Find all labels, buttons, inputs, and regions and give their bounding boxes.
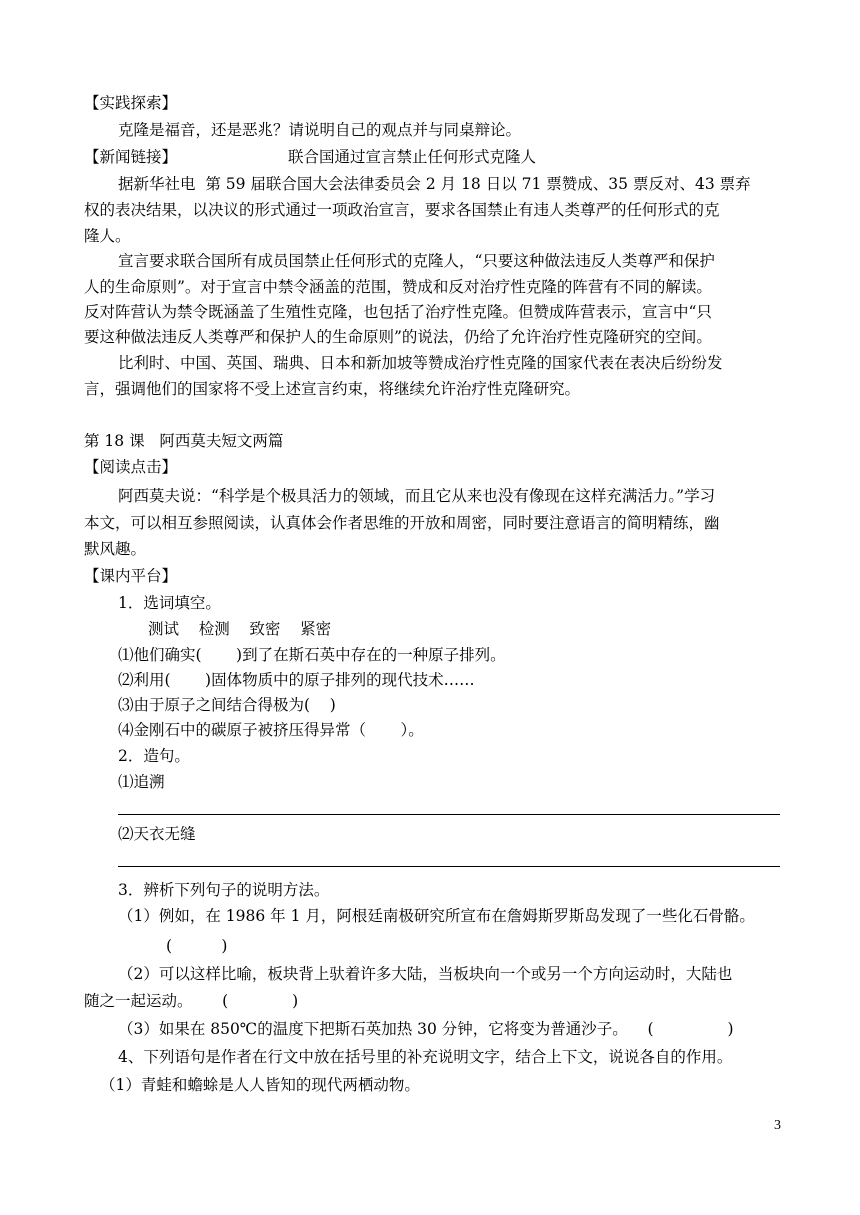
news-p1-line: 权的表决结果，以决议的形式通过一项政治宣言，要求各国禁止有违人类尊严的任何形式的克: [84, 201, 720, 219]
q1-item: ⑷金刚石中的碳原子被挤压得异常（ ）。: [118, 721, 424, 739]
q3-item: （2）可以这样比喻，板块背上驮着许多大陆，当板块向一个或另一个方向运动时，大陆也: [118, 965, 733, 983]
practice-heading: 【实践探索】: [84, 94, 178, 112]
news-p2-line: 反对阵营认为禁令既涵盖了生殖性克隆，也包括了治疗性克隆。但赞成阵营表示，宣言中“只: [84, 303, 712, 321]
practice-text: 克隆是福音，还是恶兆？请说明自己的观点并与同桌辩论。: [118, 121, 522, 139]
news-title: 联合国通过宣言禁止任何形式克隆人: [288, 148, 537, 166]
q1-item: ⑵利用( )固体物质中的原子排列的现代技术……: [118, 671, 475, 689]
q2-item: ⑵天衣无缝: [118, 825, 196, 843]
answer-line[interactable]: [118, 866, 780, 867]
q3-item: （1）例如，在 1986 年 1 月，阿根廷南极研究所宣布在詹姆斯罗斯岛发现了一些化石骨骼。: [118, 907, 755, 925]
q4-item: （1）青蛙和蟾蜍是人人皆知的现代两栖动物。: [100, 1076, 420, 1094]
page-number: 3: [774, 1118, 781, 1133]
news-heading: 【新闻链接】: [84, 148, 178, 166]
q2-title: 2．造句。: [118, 747, 190, 765]
q3-title: 3．辨析下列句子的说明方法。: [118, 881, 330, 899]
q1-item: ⑴他们确实( )到了在斯石英中存在的一种原子排列。: [118, 646, 506, 664]
reading-line: 本文，可以相互参照阅读，认真体会作者思维的开放和周密，同时要注意语言的简明精练，幽: [84, 514, 720, 532]
news-p1-line: 隆人。: [84, 227, 131, 245]
news-p2-line: 要这种做法违反人类尊严和保护人的生命原则”的说法，仍给了允许治疗性克隆研究的空间。: [84, 328, 712, 346]
q3-item: 随之一起运动。 ( ): [84, 992, 299, 1010]
news-p3-line: 比利时、中国、英国、瑞典、日本和新加坡等赞成治疗性克隆的国家代表在表决后纷纷发: [118, 354, 723, 372]
reading-heading: 【阅读点击】: [84, 458, 178, 476]
reading-line: 阿西莫夫说：“科学是个极具活力的领域，而且它从来也没有像现在这样充满活力。”学习: [118, 487, 716, 505]
news-p2-line: 宣言要求联合国所有成员国禁止任何形式的克隆人，“只要这种做法违反人类尊严和保护: [118, 252, 715, 270]
news-p2-line: 人的生命原则”。对于宣言中禁令涵盖的范围，赞成和反对治疗性克隆的阵营有不同的解读。: [84, 278, 712, 296]
q1-title: 1．选词填空。: [118, 594, 221, 612]
q1-item: ⑶由于原子之间结合得极为( ): [118, 696, 336, 714]
q2-item: ⑴追溯: [118, 773, 165, 791]
answer-line[interactable]: [118, 814, 780, 815]
q4-title: 4、下列语句是作者在行文中放在括号里的补充说明文字，结合上下文，说说各自的作用。: [118, 1048, 733, 1066]
news-p1-line: 据新华社电 第 59 届联合国大会法律委员会 2 月 18 日以 71 票赞成、35 票反对、43 票弃: [118, 175, 751, 193]
reading-line: 默风趣。: [84, 540, 147, 558]
platform-heading: 【课内平台】: [84, 567, 178, 585]
news-p3-line: 言，强调他们的国家将不受上述宣言约束，将继续允许治疗性克隆研究。: [84, 380, 581, 398]
q1-word-list: 测试 检测 致密 紧密: [148, 620, 332, 638]
lesson-title: 第 18 课 阿西莫夫短文两篇: [84, 432, 284, 450]
q3-answer-blank[interactable]: ( ): [166, 937, 228, 955]
q3-item: （3）如果在 850℃的温度下把斯石英加热 30 分钟，它将变为普通沙子。 ( ): [118, 1020, 734, 1038]
